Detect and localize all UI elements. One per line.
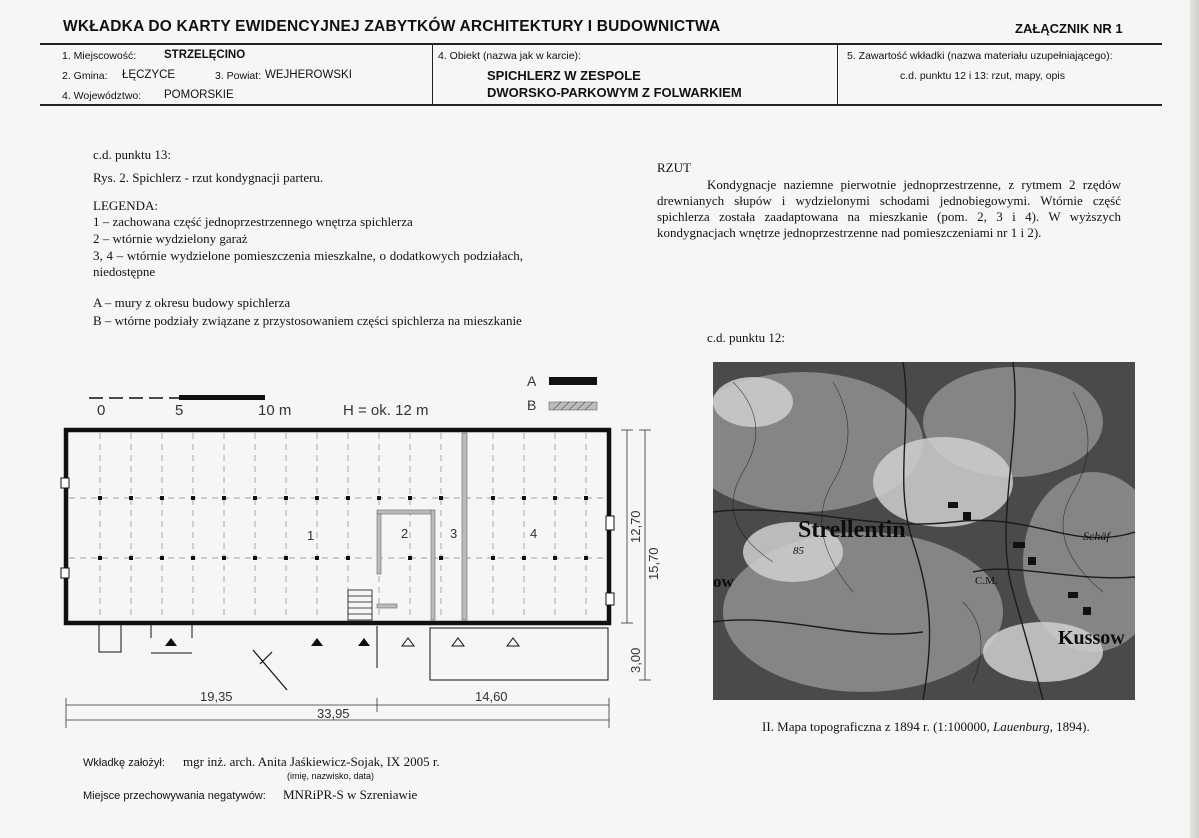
map-image: [713, 362, 1135, 700]
room-4-label: 4: [530, 526, 538, 541]
scale-zero: 0: [97, 402, 106, 419]
room-2-label: 2: [401, 526, 409, 541]
founder-sub: (imię, nazwisko, data): [287, 771, 375, 781]
walls-b-legend: B – wtórne podziały związane z przystosowaniem części spichlerza na mieszkanie: [93, 313, 522, 328]
object-name-line2: DWORSKO-PARKOWYM Z FOLWARKIEM: [487, 85, 742, 100]
map-caption-sheet: Lauenburg,: [993, 719, 1053, 734]
district-value: WEJHEROWSKI: [265, 69, 352, 81]
legend-item-2: 2 – wtórnie wydzielony garaż: [93, 231, 248, 246]
dim-1270: 12,70: [628, 510, 643, 543]
key-a-swatch: [549, 377, 597, 385]
commune-value: ŁĘCZYCE: [122, 69, 176, 81]
dim-1935: 19,35: [200, 689, 233, 704]
door-markers: [402, 638, 519, 646]
founder-value: mgr inż. arch. Anita Jaśkiewicz-Sojak, IX 2005 r.: [183, 754, 440, 769]
dim-1460: 14,60: [475, 689, 508, 704]
room-1-label: 1: [307, 528, 315, 543]
header-divider: [837, 45, 838, 104]
content-label: 5. Zawartość wkładki (nazwa materiału uzupełniającego):: [847, 50, 1113, 62]
building-walls: [66, 430, 609, 623]
map-label-kussow: Kussow: [1058, 627, 1125, 649]
voivodeship-label: 4. Województwo:: [62, 90, 142, 102]
floor-plan: [55, 368, 675, 738]
object-name-line1: SPICHLERZ W ZESPOLE: [487, 68, 641, 83]
legend-item-1: 1 – zachowana część jednoprzestrzennego wnętrza spichlerza: [93, 214, 413, 229]
rzut-title: RZUT: [657, 160, 691, 175]
scale-five: 5: [175, 402, 184, 419]
key-a-label: A: [527, 373, 537, 389]
legend-item-3: 3, 4 – wtórnie wydzielone pomieszczenia mieszkalne, o dodatkowych podziałach, niedostępne: [93, 248, 523, 279]
topographic-map: [713, 362, 1135, 700]
document-title: WKŁADKA DO KARTY EWIDENCYJNEJ ZABYTKÓW ARCHITEKTURY I BUDOWNICTWA: [63, 18, 721, 35]
room-3-label: 3: [450, 526, 458, 541]
section-cd13: c.d. punktu 13:: [93, 147, 171, 162]
ground-openings: [99, 623, 609, 680]
place-value: STRZELĘCINO: [164, 49, 246, 61]
figure-caption: Rys. 2. Spichlerz - rzut kondygnacji parteru.: [93, 170, 324, 185]
north-arrow: [253, 650, 287, 690]
map-label-cm: C.M.: [975, 575, 998, 587]
map-caption-end: 1894).: [1052, 719, 1090, 734]
scale-ten: 10 m: [258, 402, 292, 419]
scale-bar: [89, 395, 265, 400]
header-divider: [432, 45, 433, 104]
legend-title: LEGENDA:: [93, 198, 158, 213]
map-label-ow: ow: [713, 572, 734, 591]
map-caption-start: II. Mapa topograficzna z 1894 r. (1:100000,: [762, 719, 994, 734]
windows: [61, 478, 614, 605]
header-table: [40, 43, 1162, 106]
entrance-markers: [165, 638, 370, 646]
rzut-description: Kondygnacje naziemne pierwotnie jednoprzestrzenne, z rytmem 2 rzędów drewnianych słupów i wydzielonymi schodami jednobiegowymi. Wtórnie część spichlerza została zaadaptowana na mieszkanie (pom. 2, 3 i 4). W wyższych kondygnacjach wnętrze jednoprzestrzenne nad pomieszczeniami nr 1 i 2).: [657, 177, 1121, 240]
dim-300: 3,00: [628, 647, 643, 673]
key-b-label: B: [527, 397, 537, 413]
section-cd12: c.d. punktu 12:: [707, 330, 785, 345]
place-label: 1. Miejscowość:: [62, 50, 137, 62]
district-label: 3. Powiat:: [215, 70, 262, 82]
map-caption: [762, 719, 1090, 735]
commune-label: 2. Gmina:: [62, 70, 108, 82]
map-town-name: Strellentin: [798, 517, 906, 543]
dim-3395: 33,95: [317, 706, 350, 721]
map-elevation: 85: [793, 545, 804, 557]
page-edge: [1190, 0, 1199, 838]
structural-grid: [69, 433, 606, 620]
storage-label: Miejsce przechowywania negatywów:: [83, 790, 266, 802]
storage-value: MNRiPR-S w Szreniawie: [283, 787, 418, 802]
annex-number: ZAŁĄCZNIK NR 1: [1015, 21, 1123, 36]
object-label: 4. Obiekt (nazwa jak w karcie):: [438, 50, 581, 62]
walls-a-legend: A – mury z okresu budowy spichlerza: [93, 295, 291, 310]
height-note: H = ok. 12 m: [343, 402, 429, 419]
dim-1570: 15,70: [646, 547, 661, 580]
voivodeship-value: POMORSKIE: [164, 89, 234, 101]
stairs: [348, 590, 372, 620]
founder-label: Wkładkę założył:: [83, 757, 165, 769]
content-value: c.d. punktu 12 i 13: rzut, mapy, opis: [900, 70, 1065, 82]
wooden-posts: [98, 496, 588, 560]
map-label-schaf: Schäf: [1083, 529, 1110, 543]
